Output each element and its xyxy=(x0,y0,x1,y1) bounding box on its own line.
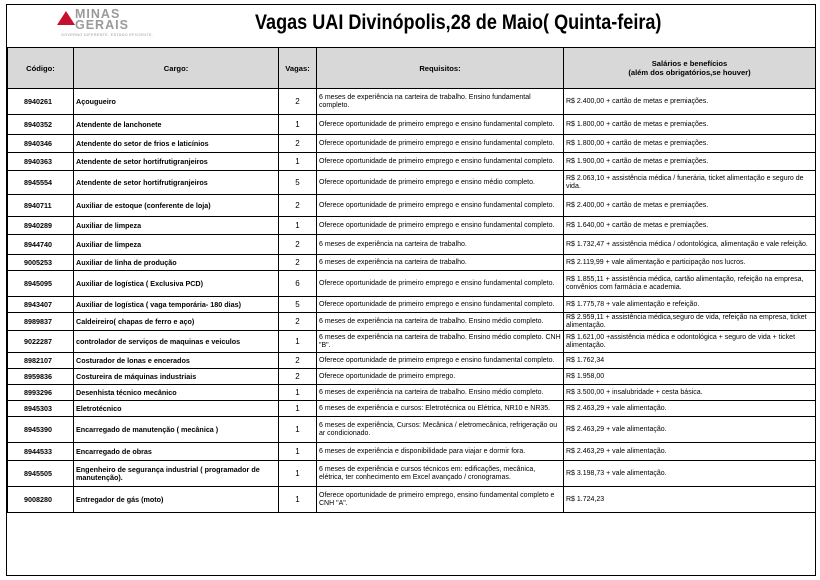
cell-codigo: 8945505 xyxy=(8,461,74,487)
table-row xyxy=(8,297,816,313)
table-row xyxy=(8,369,816,385)
cell-requisitos: 6 meses de experiência na carteira de trabalho. xyxy=(317,235,564,255)
table-row xyxy=(8,235,816,255)
header-vagas: Vagas: xyxy=(279,48,317,89)
cell-requisitos: Oferece oportunidade de primeiro emprego e ensino fundamental completo. xyxy=(317,153,564,171)
cell-cargo: Entregador de gás (moto) xyxy=(74,487,279,513)
cell-requisitos: 6 meses de experiência na carteira de trabalho. Ensino fundamental completo. xyxy=(317,89,564,115)
cell-vagas: 2 xyxy=(279,135,317,153)
cell-codigo: 9008280 xyxy=(8,487,74,513)
cell-salario: R$ 1.621,00 +assistência médica e odontológica + seguro de vida + ticket alimentação. xyxy=(564,331,816,353)
header-requisitos: Requisitos: xyxy=(317,48,564,89)
header-salarios-line-1: Salários e benefícios xyxy=(651,59,728,68)
cell-vagas: 2 xyxy=(279,255,317,271)
cell-codigo: 8945095 xyxy=(8,271,74,297)
cell-vagas: 2 xyxy=(279,369,317,385)
cell-requisitos: Oferece oportunidade de primeiro emprego. xyxy=(317,369,564,385)
cell-cargo: controlador de serviços de maquinas e veiculos xyxy=(74,331,279,353)
cell-cargo: Auxiliar de limpeza xyxy=(74,235,279,255)
cell-salario: R$ 3.500,00 + insalubridade + cesta básica. xyxy=(564,385,816,401)
cell-cargo: Auxiliar de estoque (conferente de loja) xyxy=(74,195,279,217)
cell-requisitos: Oferece oportunidade de primeiro emprego e ensino fundamental completo. xyxy=(317,217,564,235)
cell-cargo: Atendente de setor hortifrutigranjeiros xyxy=(74,171,279,195)
cell-salario: R$ 2.400,00 + cartão de metas e premiações. xyxy=(564,195,816,217)
cell-salario: R$ 1.724,23 xyxy=(564,487,816,513)
cell-salario: R$ 2.400,00 + cartão de metas e premiações. xyxy=(564,89,816,115)
cell-cargo: Auxiliar de logística ( Exclusiva PCD) xyxy=(74,271,279,297)
logo-line-2: GERAIS xyxy=(75,18,129,32)
cell-salario: R$ 3.198,73 + vale alimentação. xyxy=(564,461,816,487)
cell-salario: R$ 2.463,29 + vale alimentação. xyxy=(564,417,816,443)
table-row xyxy=(8,217,816,235)
cell-salario: R$ 1.900,00 + cartão de metas e premiações. xyxy=(564,153,816,171)
cell-requisitos: 6 meses de experiência e disponibilidade para viajar e dormir fora. xyxy=(317,443,564,461)
cell-cargo: Engenheiro de segurança industrial ( programador de manutenção). xyxy=(74,461,279,487)
cell-salario: R$ 1.775,78 + vale alimentação e refeição. xyxy=(564,297,816,313)
table-row xyxy=(8,255,816,271)
cell-codigo: 9005253 xyxy=(8,255,74,271)
table-row xyxy=(8,353,816,369)
cell-vagas: 1 xyxy=(279,385,317,401)
cell-requisitos: Oferece oportunidade de primeiro emprego e ensino fundamental completo. xyxy=(317,353,564,369)
page-title: Vagas UAI Divinópolis,28 de Maio( Quinta-feira) xyxy=(255,11,662,34)
cell-salario: R$ 1.855,11 + assistência médica, cartão alimentação, refeição na empresa, convênios com farmácia e academia. xyxy=(564,271,816,297)
minas-gerais-logo xyxy=(57,9,187,39)
cell-requisitos: 6 meses de experiência e cursos técnicos em: edificações, mecânica, elétrica, ter conhecimento em Excel avançado / cronogramas. xyxy=(317,461,564,487)
cell-codigo: 8944533 xyxy=(8,443,74,461)
cell-vagas: 1 xyxy=(279,115,317,135)
cell-vagas: 5 xyxy=(279,297,317,313)
jobs-table xyxy=(7,47,816,513)
cell-vagas: 2 xyxy=(279,235,317,255)
table-row xyxy=(8,461,816,487)
cell-codigo: 8945303 xyxy=(8,401,74,417)
document-page xyxy=(6,4,816,576)
cell-cargo: Atendente de lanchonete xyxy=(74,115,279,135)
cell-vagas: 1 xyxy=(279,401,317,417)
cell-codigo: 8940289 xyxy=(8,217,74,235)
cell-requisitos: Oferece oportunidade de primeiro emprego e ensino fundamental completo. xyxy=(317,135,564,153)
cell-vagas: 1 xyxy=(279,417,317,443)
cell-requisitos: Oferece oportunidade de primeiro emprego e ensino fundamental completo. xyxy=(317,297,564,313)
cell-cargo: Encarregado de obras xyxy=(74,443,279,461)
cell-salario: R$ 2.959,11 + assistência médica,seguro de vida, refeição na empresa, ticket alimentação. xyxy=(564,313,816,331)
table-row xyxy=(8,313,816,331)
cell-cargo: Auxiliar de limpeza xyxy=(74,217,279,235)
triangle-icon xyxy=(57,11,75,25)
cell-salario: R$ 1.800,00 + cartão de metas e premiações. xyxy=(564,115,816,135)
cell-codigo: 8943407 xyxy=(8,297,74,313)
cell-cargo: Eletrotécnico xyxy=(74,401,279,417)
cell-codigo: 8945554 xyxy=(8,171,74,195)
cell-cargo: Encarregado de manutenção ( mecânica ) xyxy=(74,417,279,443)
cell-vagas: 1 xyxy=(279,331,317,353)
header-cargo: Cargo: xyxy=(74,48,279,89)
cell-codigo: 8959836 xyxy=(8,369,74,385)
cell-vagas: 1 xyxy=(279,443,317,461)
cell-cargo: Auxiliar de logística ( vaga temporária- 180 dias) xyxy=(74,297,279,313)
cell-codigo: 8945390 xyxy=(8,417,74,443)
cell-requisitos: Oferece oportunidade de primeiro emprego e ensino médio completo. xyxy=(317,171,564,195)
cell-cargo: Açougueiro xyxy=(74,89,279,115)
cell-requisitos: Oferece oportunidade de primeiro emprego e ensino fundamental completo. xyxy=(317,115,564,135)
cell-vagas: 2 xyxy=(279,313,317,331)
cell-vagas: 2 xyxy=(279,195,317,217)
cell-cargo: Atendente do setor de frios e laticínios xyxy=(74,135,279,153)
table-header-row xyxy=(8,48,816,89)
logo-subtitle: GOVERNO DIFERENTE. ESTADO EFICIENTE. xyxy=(61,33,154,37)
cell-cargo: Costureira de máquinas industriais xyxy=(74,369,279,385)
cell-requisitos: Oferece oportunidade de primeiro emprego e ensino fundamental completo. xyxy=(317,271,564,297)
cell-cargo: Desenhista técnico mecânico xyxy=(74,385,279,401)
table-row xyxy=(8,401,816,417)
cell-salario: R$ 1.958,00 xyxy=(564,369,816,385)
cell-salario: R$ 2.463,29 + vale alimentação. xyxy=(564,443,816,461)
header-salarios-line-2: (além dos obrigatórios,se houver) xyxy=(628,68,751,77)
cell-vagas: 1 xyxy=(279,153,317,171)
cell-requisitos: 6 meses de experiência na carteira de trabalho. Ensino médio completo. CNH "B". xyxy=(317,331,564,353)
cell-salario: R$ 1.640,00 + cartão de metas e premiações. xyxy=(564,217,816,235)
cell-vagas: 1 xyxy=(279,487,317,513)
table-row xyxy=(8,195,816,217)
cell-vagas: 1 xyxy=(279,461,317,487)
table-row xyxy=(8,115,816,135)
cell-codigo: 8940711 xyxy=(8,195,74,217)
cell-requisitos: Oferece oportunidade de primeiro emprego, ensino fundamental completo e CNH "A". xyxy=(317,487,564,513)
table-row xyxy=(8,487,816,513)
cell-vagas: 2 xyxy=(279,89,317,115)
logo-line-1: MINAS xyxy=(75,7,121,21)
cell-cargo: Caldeireiro( chapas de ferro e aço) xyxy=(74,313,279,331)
cell-salario: R$ 2.063,10 + assistência médica / funerária, ticket alimentação e seguro de vida. xyxy=(564,171,816,195)
cell-codigo: 8993296 xyxy=(8,385,74,401)
cell-requisitos: 6 meses de experiência na carteira de trabalho. Ensino médio completo. xyxy=(317,313,564,331)
table-row xyxy=(8,443,816,461)
header-salarios xyxy=(564,48,816,89)
cell-requisitos: 6 meses de experiência e cursos: Eletrotécnica ou Elétrica, NR10 e NR35. xyxy=(317,401,564,417)
cell-vagas: 6 xyxy=(279,271,317,297)
cell-codigo: 8989837 xyxy=(8,313,74,331)
cell-requisitos: 6 meses de experiência na carteira de trabalho. xyxy=(317,255,564,271)
cell-vagas: 1 xyxy=(279,217,317,235)
logo-text xyxy=(75,9,129,31)
cell-codigo: 8944740 xyxy=(8,235,74,255)
table-row xyxy=(8,385,816,401)
cell-requisitos: Oferece oportunidade de primeiro emprego e ensino fundamental completo. xyxy=(317,195,564,217)
table-row xyxy=(8,417,816,443)
cell-codigo: 8940346 xyxy=(8,135,74,153)
cell-codigo: 8982107 xyxy=(8,353,74,369)
header-codigo: Código: xyxy=(8,48,74,89)
cell-cargo: Atendente de setor hortifrutigranjeiros xyxy=(74,153,279,171)
cell-codigo: 9022287 xyxy=(8,331,74,353)
cell-vagas: 5 xyxy=(279,171,317,195)
cell-salario: R$ 1.762,34 xyxy=(564,353,816,369)
cell-salario: R$ 2.463,29 + vale alimentação. xyxy=(564,401,816,417)
cell-vagas: 2 xyxy=(279,353,317,369)
cell-cargo: Auxiliar de linha de produção xyxy=(74,255,279,271)
cell-salario: R$ 1.800,00 + cartão de metas e premiações. xyxy=(564,135,816,153)
table-row xyxy=(8,171,816,195)
cell-salario: R$ 2.119,99 + vale alimentação e participação nos lucros. xyxy=(564,255,816,271)
cell-codigo: 8940363 xyxy=(8,153,74,171)
table-row xyxy=(8,153,816,171)
cell-cargo: Costurador de lonas e encerados xyxy=(74,353,279,369)
cell-salario: R$ 1.732,47 + assistência médica / odontológica, alimentação e vale refeição. xyxy=(564,235,816,255)
table-row xyxy=(8,331,816,353)
table-row xyxy=(8,135,816,153)
cell-requisitos: 6 meses de experiência na carteira de trabalho. Ensino médio completo. xyxy=(317,385,564,401)
table-row xyxy=(8,89,816,115)
cell-codigo: 8940261 xyxy=(8,89,74,115)
table-row xyxy=(8,271,816,297)
cell-codigo: 8940352 xyxy=(8,115,74,135)
page-header xyxy=(7,5,815,48)
cell-requisitos: 6 meses de experiência, Cursos: Mecânica / eletromecânica, refrigeração ou ar condicionado. xyxy=(317,417,564,443)
